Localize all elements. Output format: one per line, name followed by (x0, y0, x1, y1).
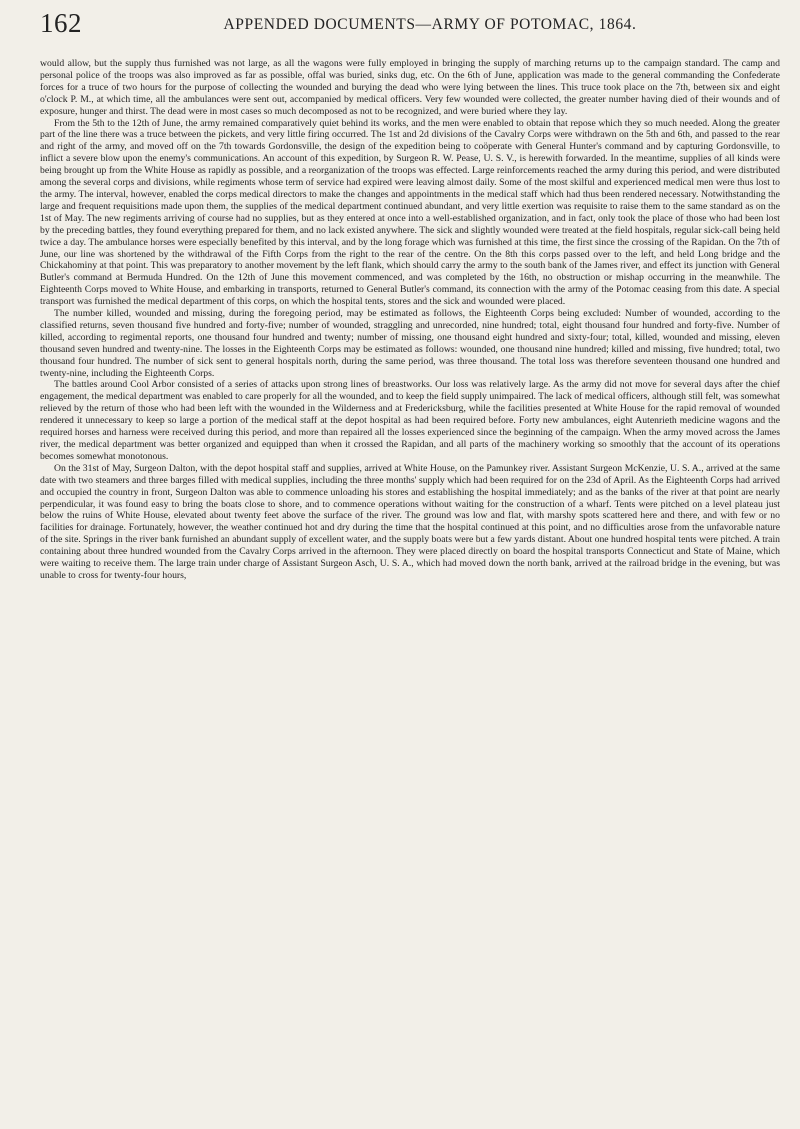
paragraph-2: From the 5th to the 12th of June, the army remained comparatively quiet behind its works, and the men were enabled to obtain that repose which they so much needed. Along the greater part of the line there was a truce between the pickets, and very little firing occurred. The 1st and 2d divisions of the Cavalry Corps were withdrawn on the 5th and 6th, and passed to the rear and right of the army, and moved off on the 7th towards Gordonsville, the design of the expedition being to coöperate with General Hunter's command and by capturing Gordonsville, to inflict a severe blow upon the enemy's communications. An account of this expedition, by Surgeon R. W. Pease, U. S. V., is herewith forwarded. In the meantime, supplies of all kinds were being brought up from the White House as rapidly as possible, and a reorganization of the troops was effected. Large reinforcements reached the army during this period, and were distributed among the several corps and divisions, while regiments whose term of service had expired were leaving almost daily. Some of the most skilful and experienced medical men were thus lost to the army. The interval, however, enabled the corps medical directors to make the changes and appointments in the medical staff which had thus been rendered necessary. Notwithstanding the large and frequent requisitions made upon them, the supplies of the medical department continued abundant, and very little exertion was requisite to raise them to the same standard as on the 1st of May. The new regiments arriving of course had no supplies, but as they entered at once into a well-established organization, and in fact, only took the place of those who had been lost by the preceding battles, they found everything prepared for them, and no lack existed anywhere. The sick and slightly wounded were treated at the field hospitals, regular sick-call being held twice a day. The ambulance horses were especially benefited by this interval, and by the long forage which was furnished at this time, the first since the crossing of the Rapidan. On the 7th of June, our line was shortened by the withdrawal of the Fifth Corps from the right to the rear of the centre. On the 8th this corps passed over to the left, and held Long bridge and the Chickahominy at that point. This was preparatory to another movement by the left flank, which should carry the army to the south bank of the James river, and effect its junction with General Butler's command at Bermuda Hundred. On the 12th of June this movement commenced, and was completed by the 16th, no obstruction or mishap occurring in the meanwhile. The Eighteenth Corps moved to White House, and embarking in transports, returned to General Butler's command, its connection with the army of the Potomac ceasing from this date. A special transport was furnished the medical department of this corps, on which the hospital tents, stores and the sick and wounded were placed. (40, 117, 780, 308)
page-header (40, 8, 780, 48)
body-text (40, 58, 780, 1121)
running-head: APPENDED DOCUMENTS—ARMY OF POTOMAC, 1864. (223, 16, 637, 33)
paragraph-1: would allow, but the supply thus furnished was not large, as all the wagons were fully employed in bringing the supply of marching returns up to the campaign standard. The camp and personal police of the troops was also improved as far as possible, offal was buried, sinks dug, etc. On the 6th of June, application was made to the general commanding the Confederate forces for a truce of two hours for the purpose of collecting the wounded and burying the dead who were lying between the lines. This truce took place on the 7th, between six and eight o'clock P. M., at which time, all the ambulances were sent out, accompanied by medical officers. Very few wounded were collected, the greater number having died of their wounds and of exposure, hunger and thirst. The dead were in most cases so much decomposed as not to be recognized, and were buried where they lay. (40, 58, 780, 117)
paragraph-4: The battles around Cool Arbor consisted of a series of attacks upon strong lines of breastworks. Our loss was relatively large. As the army did not move for several days after the chief engagement, the medical department was enabled to care properly for all the wounded, and to keep the field supply unimpaired. The lack of medical officers, although still felt, was somewhat relieved by the return of those who had been left with the wounded in the Wilderness and at Fredericksburg, while the facilities presented at White House for the rapid removal of wounded rendered it unnecessary to keep so large a portion of the medical staff at the depot hospital as had been required before. Forty new ambulances, eight Autenrieth medicine wagons and the required horses and harness were received during this period, and more than repaired all the losses experienced since the beginning of the campaign. When the army moved across the James river, the medical department was better organized and equipped than when it crossed the Rapidan, and all parts of the machinery working so smoothly that the account of its operations becomes somewhat monotonous. (40, 379, 780, 462)
paragraph-3: The number killed, wounded and missing, during the foregoing period, may be estimated as follows, the Eighteenth Corps being excluded: Number of wounded, according to the classified returns, seven thousand five hundred and forty-five; number of wounded, straggling and unrecorded, nine hundred; total, eight thousand four hundred and forty-five. Number of killed, according to regimental reports, one thousand four hundred and twenty; number of missing, one thousand eight hundred and sixty-four; total, killed, wounded and missing, eleven thousand seven hundred and twenty-nine. The losses in the Eighteenth Corps may be estimated as follows: wounded, one thousand nine hundred; killed and missing, five hundred; total, two thousand four hundred. The number of sick sent to general hospitals north, during the same period, was three thousand. The total loss was therefore seventeen thousand one hundred and twenty-nine, including the Eighteenth Corps. (40, 308, 780, 379)
page-number: 162 (40, 8, 82, 38)
paragraph-5: On the 31st of May, Surgeon Dalton, with the depot hospital staff and supplies, arrived at White House, on the Pamunkey river. Assistant Surgeon McKenzie, U. S. A., arrived at the same date with two steamers and three barges filled with medical supplies, including the three months' supply which had been required for on the 23d of April. As the Eighteenth Corps had arrived and occupied the country in front, Surgeon Dalton was able to commence unloading his stores and establishing the hospital immediately; and as the banks of the river at that point are nearly perpendicular, it was found easy to bring the boats close to shore, and to commence operations without waiting for the construction of a wharf. Tents were pitched on a level plateau just below the ruins of White House, elevated about twenty feet above the surface of the river. The ground was low and flat, with marshy spots scattered here and there, and with few or no facilities for drainage. Fortunately, however, the weather continued hot and dry during the time that the hospital continued at this point, and no difficulties arose from the unfavorable nature of the site. Springs in the river bank furnished an abundant supply of excellent water, and the supply boats were but a few yards distant. About one hundred hospital tents were pitched. A train containing about three hundred wounded from the Cavalry Corps arrived in the afternoon. They were placed directly on board the hospital transports Connecticut and State of Maine, which were waiting to receive them. The large train under charge of Assistant Surgeon Asch, U. S. A., which had moved down the north bank, arrived at the railroad bridge in the evening, but was unable to cross for twenty-four hours, (40, 462, 780, 581)
